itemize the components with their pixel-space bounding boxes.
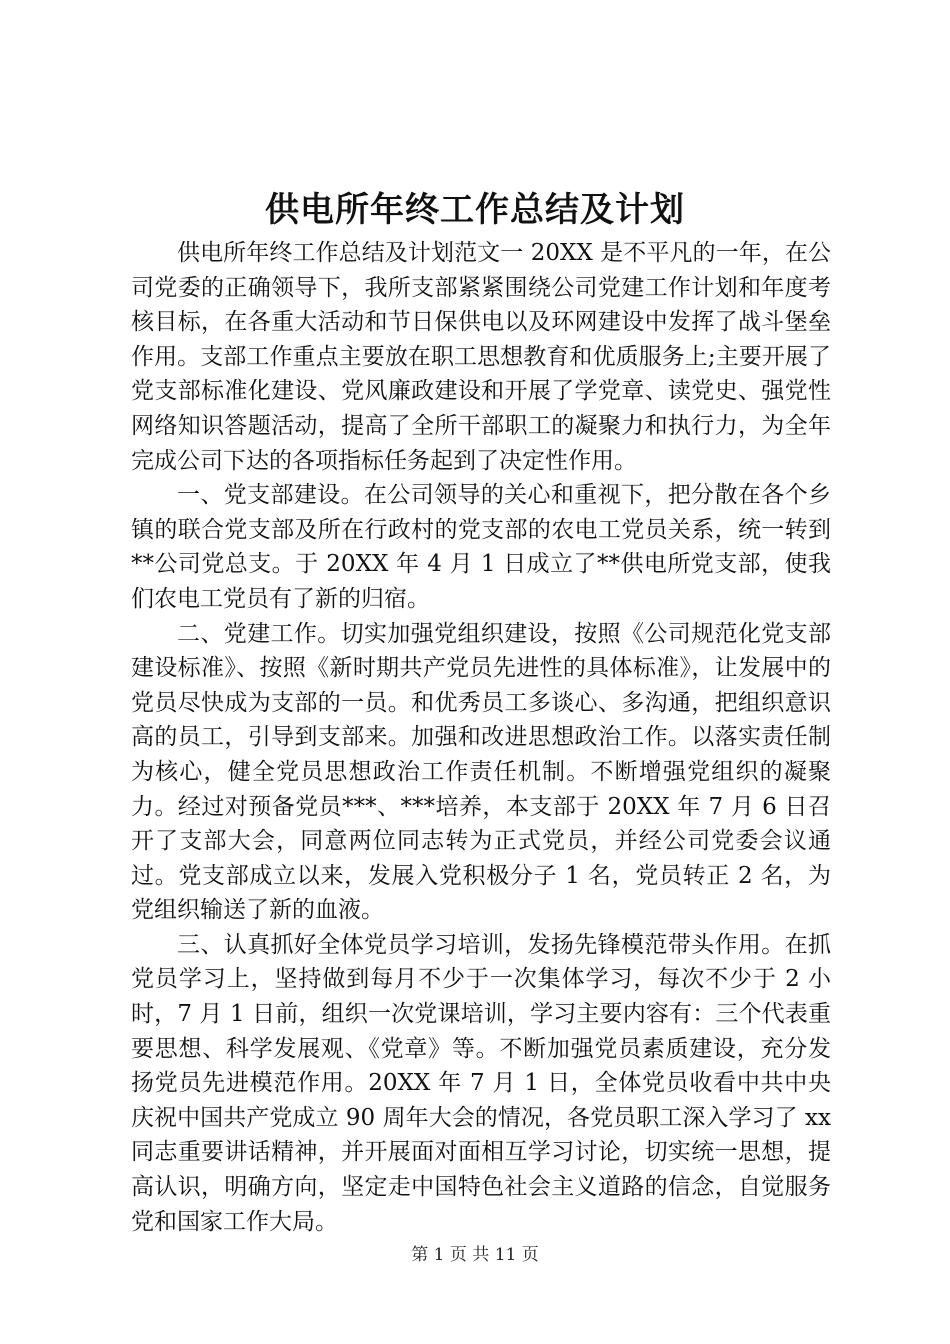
paragraph-section-3: 三、认真抓好全体党员学习培训，发扬先锋模范带头作用。在抓党员学习上，坚持做到每月不少于一次集体学习，每次不少于 2 小时，7 月 1 日前，组织一次党课培训，学习主要内容有：三个代表重要思想、科学发展观、《党章》等。不断加强党员素质建设，充分发扬党员先进模范作用。20XX 年 7 月 1 日，全体党员收看中共中央庆祝中国共产党成立 90 周年大会的情况，各党员职工深入学习了 xx 同志重要讲话精神，并开展面对面相互学习讨论，切实统一思想，提高认识，明确方向，坚定走中国特色社会主义道路的信念，自觉服务党和国家工作大局。: [131, 931, 831, 1235]
document-title: 供电所年终工作总结及计划: [265, 190, 685, 230]
paragraph-intro: 供电所年终工作总结及计划范文一 20XX 是不平凡的一年，在公司党委的正确领导下，我所支部紧紧围绕公司党建工作计划和年度考核目标，在各重大活动和节日保供电以及环网建设中发挥了战斗堡垒作用。支部工作重点主要放在职工思想教育和优质服务上;主要开展了党支部标准化建设、党风廉政建设和开展了学党章、读党史、强党性网络知识答题活动，提高了全所干部职工的凝聚力和执行力，为全年完成公司下达的各项指标任务起到了决定性作用。: [131, 240, 831, 474]
page-number-footer: 第 1 页 共 11 页: [411, 1245, 539, 1265]
paragraph-section-2: 二、党建工作。切实加强党组织建设，按照《公司规范化党支部建设标准》、按照《新时期共产党员先进性的具体标准》，让发展中的党员尽快成为支部的一员。和优秀员工多谈心、多沟通，把组织意识高的员工，引导到支部来。加强和改进思想政治工作。以落实责任制为核心，健全党员思想政治工作责任机制。不断增强党组织的凝聚力。经过对预备党员***、***培养，本支部于 20XX 年 7 月 6 日召开了支部大会，同意两位同志转为正式党员，并经公司党委会议通过。党支部成立以来，发展入党积极分子 1 名，党员转正 2 名，为党组织输送了新的血液。: [131, 620, 831, 924]
document-body: [131, 236, 831, 1239]
paragraph-section-1: 一、党支部建设。在公司领导的关心和重视下，把分散在各个乡镇的联合党支部及所在行政村的党支部的农电工党员关系，统一转到**公司党总支。于 20XX 年 4 月 1 日成立了**供电所党支部，使我们农电工党员有了新的归宿。: [131, 482, 831, 612]
